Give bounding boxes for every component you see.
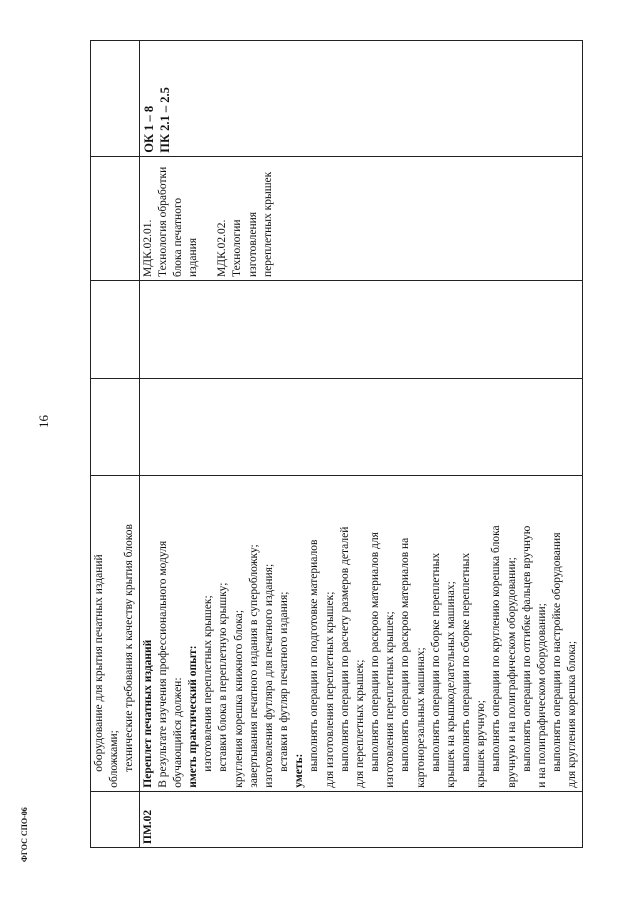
skill-line: и на полиграфическом оборудовании;	[535, 603, 548, 788]
cell-empty	[91, 281, 140, 379]
skill-line: изготовления переплетных крышек;	[384, 611, 397, 788]
practice-item: изготовления переплетных крышек;	[202, 595, 215, 772]
skill-line: выполнять операции по сборке переплетных	[429, 552, 442, 772]
skill-line: выполнять операции по раскрою материалов на	[399, 537, 412, 772]
table-row-continuation	[91, 41, 140, 848]
intro-line: обучающийся должен:	[171, 677, 184, 788]
cell-empty	[139, 378, 582, 476]
skill-line: вручную и на полиграфическом оборудовании;	[505, 557, 518, 788]
mdk-2-line: изготовления	[246, 211, 259, 277]
page-number: 16	[36, 415, 51, 428]
skills-heading: уметь:	[293, 753, 306, 788]
practice-heading: иметь практический опыт:	[187, 645, 200, 788]
skill-line: картонорезальных машинах;	[414, 647, 427, 788]
mdk-spacer	[201, 160, 215, 277]
cell-empty	[91, 41, 140, 157]
skill-line: крышек на крышкоделательных машинах;	[444, 581, 457, 788]
cell-empty	[139, 281, 582, 379]
skill-line: для изготовления переплетных крышек;	[323, 591, 336, 788]
continuation-line: оборудование для крытия печатных изданий	[93, 554, 105, 772]
mdk-cell	[139, 156, 582, 280]
competencies-cell	[139, 41, 582, 157]
skill-line: выполнять операции по раскрою материалов для	[369, 532, 382, 772]
mdk-1-line: издания	[187, 237, 200, 277]
mdk-1-line: Технология обработки	[156, 166, 169, 277]
mdk-1-line: блока печатного	[171, 197, 184, 277]
mdk-1-code: МДК.02.01.	[141, 219, 154, 277]
rotated-table-page	[90, 40, 579, 848]
skill-line: выполнять операции по круглению корешка блока	[490, 525, 503, 772]
skill-line: для кругления корешка блока;	[566, 640, 579, 788]
skill-line: для переплетных крышек;	[353, 659, 366, 788]
curriculum-table	[90, 40, 583, 848]
cell-empty-code	[91, 791, 140, 847]
intro-line: В результате изучения профессионального модуля	[156, 540, 169, 788]
cell-continuation-text	[91, 476, 140, 791]
skill-line: крышек вручную;	[475, 699, 488, 788]
competency-pk: ПК 2.1 – 2.5	[158, 87, 173, 153]
skill-line: выполнять операции по настройке оборудования	[551, 532, 564, 772]
cell-empty	[91, 378, 140, 476]
skill-line: выполнять операции по расчету размеров деталей	[338, 526, 351, 772]
mdk-2-line: переплетных крышек	[261, 171, 274, 277]
practice-item: завертывания печатного издания в суперобложку;	[247, 544, 260, 788]
skill-line: выполнять операции по сборке переплетных	[460, 552, 473, 772]
mdk-2-code: МДК.02.02.	[216, 219, 229, 277]
cell-empty	[91, 156, 140, 280]
skill-line: выполнять операции по отгибке фальцев вручную	[520, 525, 533, 772]
skill-line: выполнять операции по подготовке материалов	[308, 539, 321, 772]
competency-ok: ОК 1 – 8	[141, 105, 156, 153]
practice-item: вставки в футляр печатного издания;	[278, 591, 291, 772]
practice-item: вставки блока в переплетную крышку;	[217, 582, 230, 772]
module-code: ПМ.02	[139, 791, 582, 847]
module-title: Переплет печатных изданий	[141, 639, 154, 788]
module-description	[139, 476, 582, 791]
practice-item: кругления корешка книжного блока;	[232, 609, 245, 788]
mdk-2-line: Технологии	[231, 219, 244, 277]
practice-item: изготовления футляра для печатного издания;	[262, 563, 275, 788]
table-row-pm02	[139, 41, 582, 848]
footer-code: ФГОС СПО-06	[20, 807, 29, 862]
continuation-line: технические требования к качеству крытия блоков	[123, 524, 136, 772]
continuation-line: обложками;	[108, 730, 121, 788]
